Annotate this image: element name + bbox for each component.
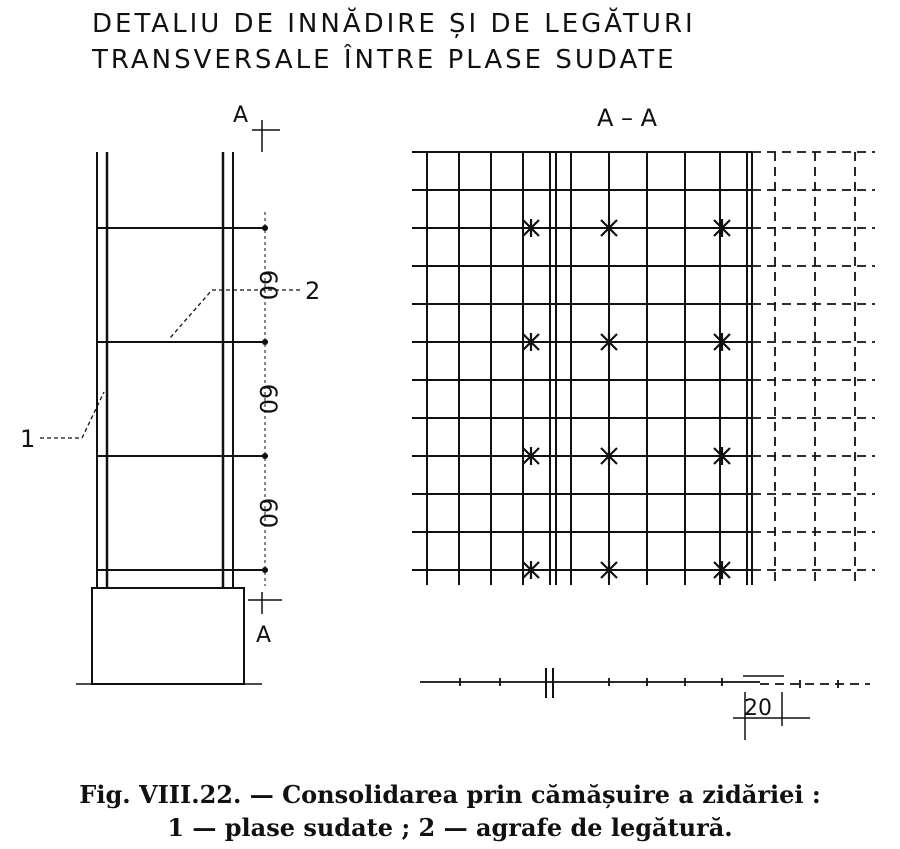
figure-caption [0, 778, 900, 844]
callout-1-leader [40, 392, 104, 438]
tie-marks [523, 219, 730, 579]
callout-1-label: 1 [20, 425, 36, 453]
section-title: A – A [597, 104, 658, 132]
overlap-plan-line [420, 668, 870, 698]
title-line-2: TRANSVERSALE ÎNTRE PLASE SUDATE [92, 45, 677, 75]
solid-mesh [412, 152, 752, 585]
elevation-labels [20, 103, 320, 648]
overlap-dimension-label: 20 [744, 696, 772, 721]
title-line-1: DETALIU DE INNĂDIRE ȘI DE LEGĂTURI [92, 9, 696, 39]
transverse-ties [97, 228, 268, 570]
section-view [412, 152, 875, 740]
section-label-top: A [233, 103, 249, 128]
dashed-mesh [752, 152, 875, 585]
caption-line-1: Fig. VIII.22. — Consolidarea prin cămășuire a zidăriei : [79, 780, 821, 809]
section-label-bottom: A [256, 623, 272, 648]
dimension-tick [262, 567, 268, 573]
callout-2-label: 2 [305, 277, 321, 305]
caption-line-2: 1 — plase sudate ; 2 — agrafe de legătură. [167, 813, 733, 842]
dimension-label: 60 [254, 497, 282, 529]
dimension-tick [262, 339, 268, 345]
dimension-tick [262, 225, 268, 231]
dimension-tick [262, 453, 268, 459]
dimension-label: 60 [254, 383, 282, 415]
foundation-block [92, 588, 244, 684]
dimension-label: 60 [254, 269, 282, 301]
